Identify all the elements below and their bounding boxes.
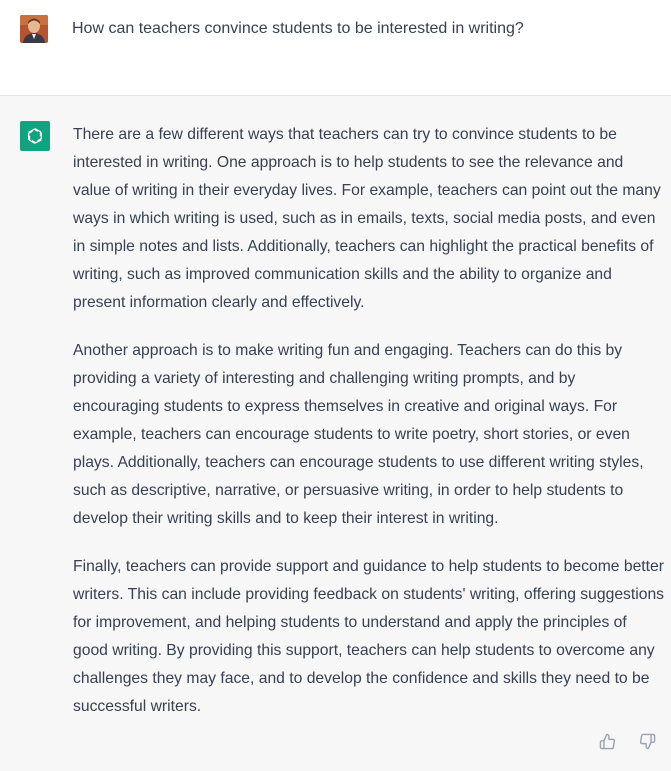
thumbs-down-icon[interactable] xyxy=(638,732,656,750)
user-message-text: How can teachers convince students to be interested in writing? xyxy=(72,20,524,37)
thumbs-up-icon[interactable] xyxy=(598,732,616,750)
answer-paragraph: Another approach is to make writing fun and engaging. Teachers can do this by providing a variety of interesting and challenging writing prompts, and by encouraging students to express themselves in creative and original ways. For example, teachers can encourage students to write poetry, short stories, or even plays. Additionally, teachers can encourage students to use different writing styles, such as descriptive, narrative, or persuasive writing, in order to help students to develop their writing skills and to keep their interest in writing. xyxy=(73,342,644,527)
user-message-row xyxy=(0,0,671,96)
answer-paragraph: There are a few different ways that teachers can try to convince students to be interested in writing. One approach is to help students to see the relevance and value of writing in their everyday lives. For example, teachers can point out the many ways in which writing is used, such as in emails, texts, social media posts, and even in simple notes and lists. Additionally, teachers can highlight the practical benefits of writing, such as improved communication skills and the ability to organize and present information clearly and effectively. xyxy=(73,126,661,311)
answer-paragraph: Finally, teachers can provide support and guidance to help students to become better writers. This can include providing feedback on students' writing, offering suggestions for improvement, and helping students to understand and apply the principles of good writing. By providing this support, teachers can help students to overcome any challenges they may face, and to develop the confidence and skills they need to be successful writers. xyxy=(73,558,665,715)
openai-logo-icon xyxy=(20,121,50,151)
avatar xyxy=(20,15,48,43)
assistant-message-text xyxy=(73,121,665,741)
assistant-message-row xyxy=(0,96,671,771)
